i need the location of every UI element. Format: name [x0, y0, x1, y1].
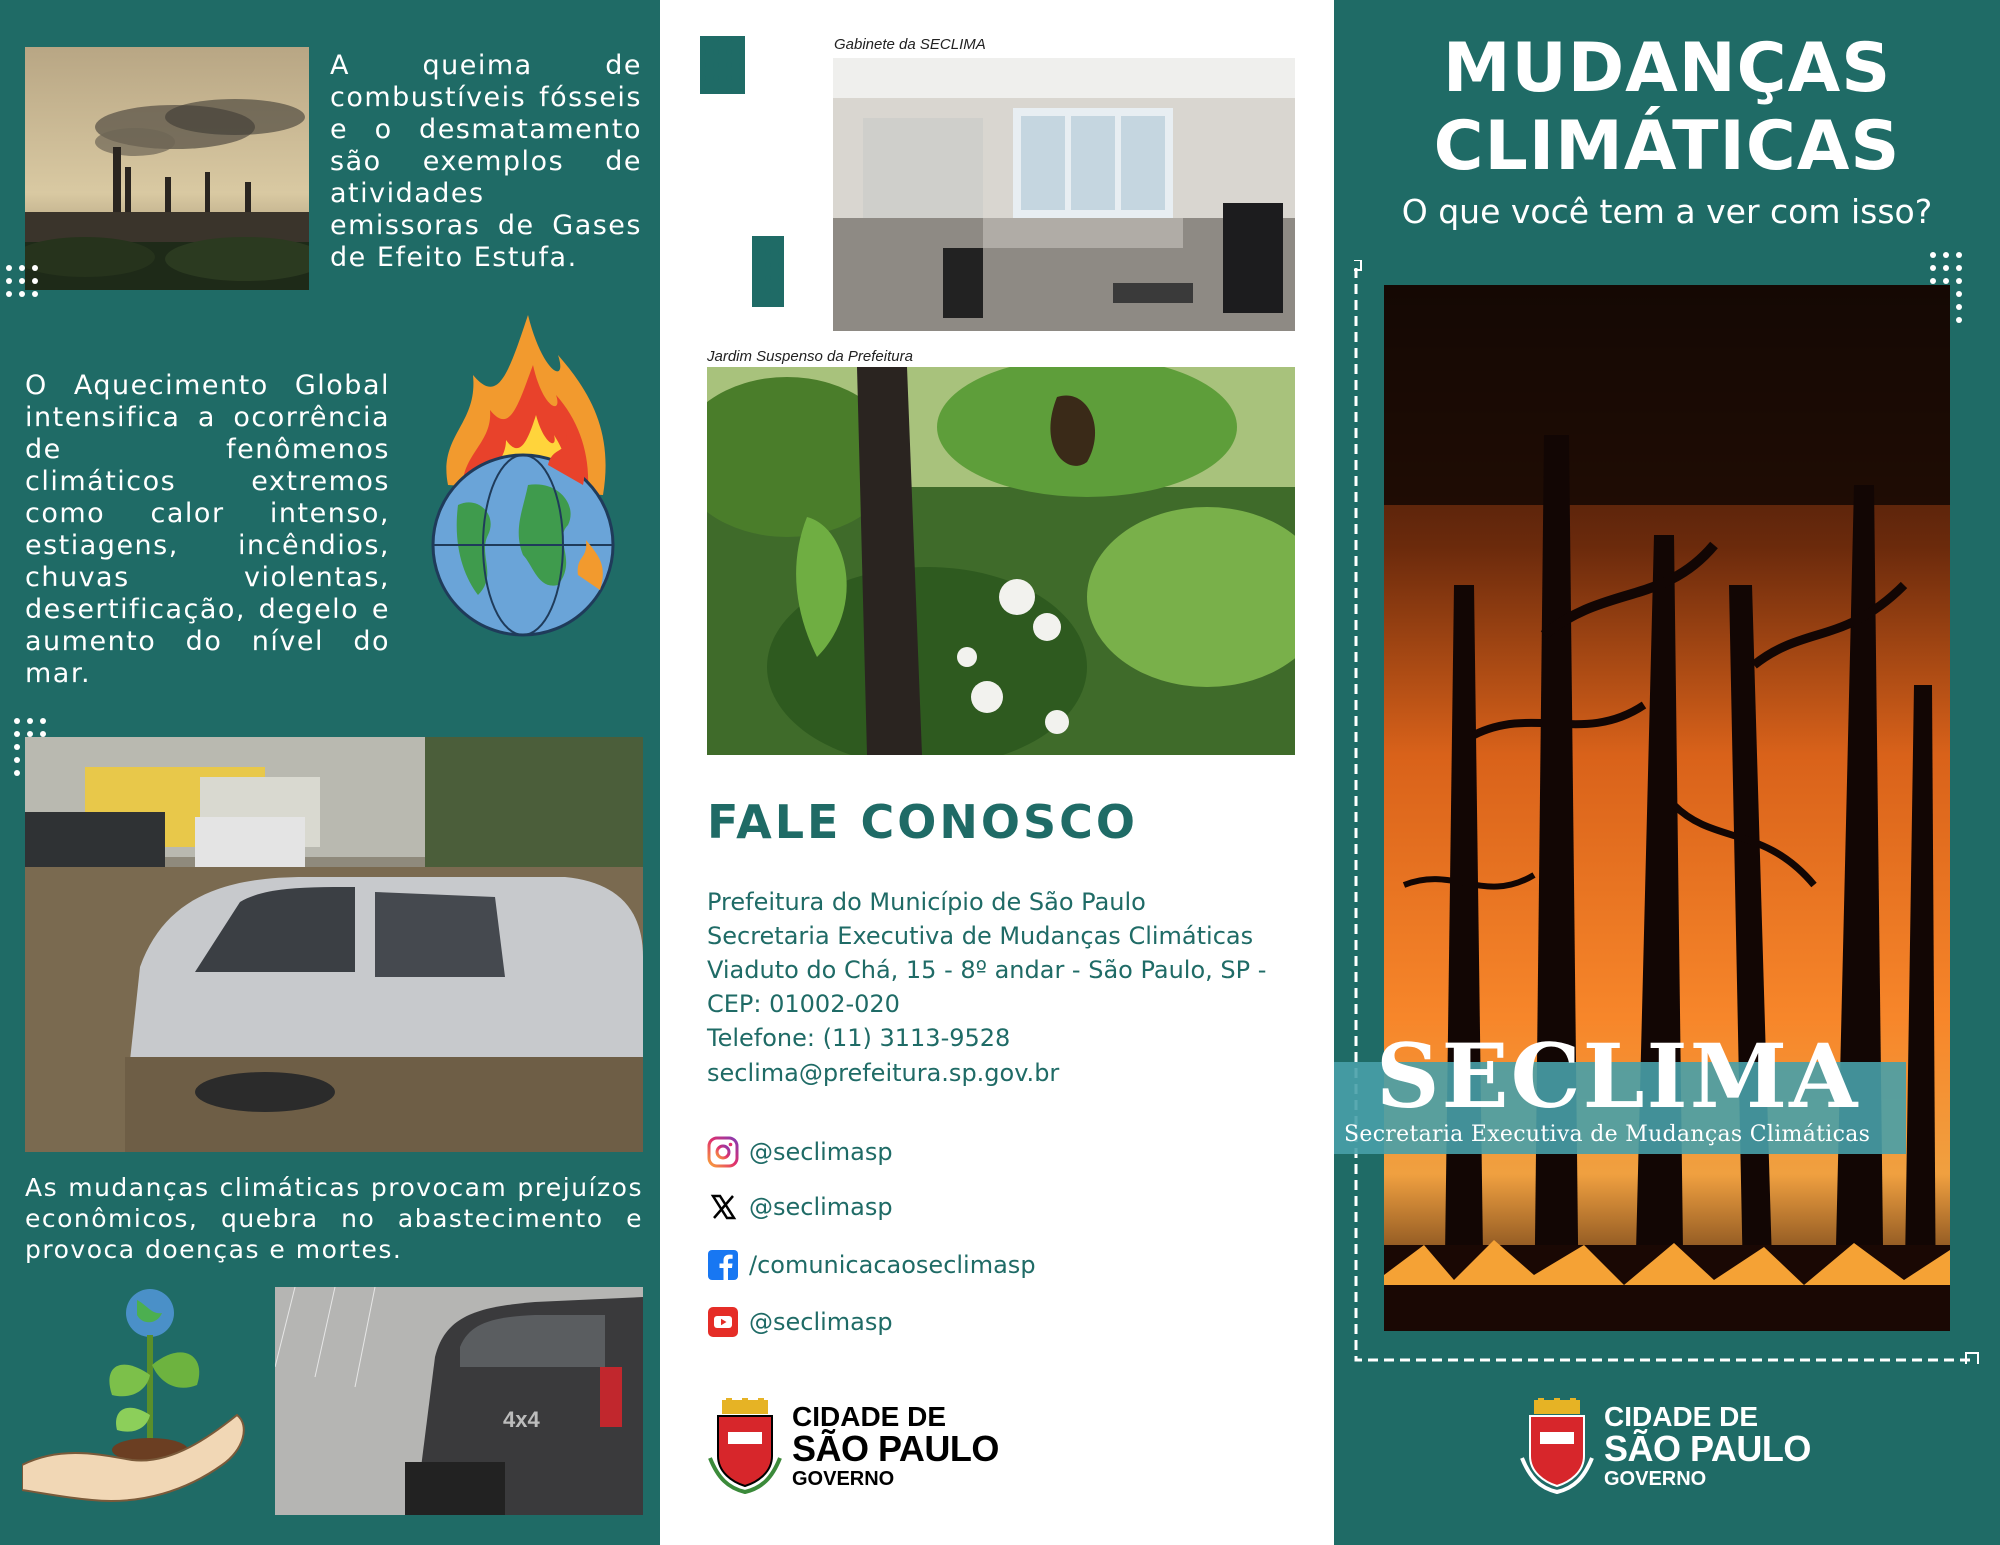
- global-warming-text: O Aquecimento Global intensifica a ocorrência de fenômenos climáticos extremos como calor intenso, estiagens, incêndios, chuvas violentas, desertificação, degelo e aumento do nível do mar.: [25, 370, 390, 689]
- contact-line-address: Viaduto do Chá, 15 - 8º andar - São Paulo, SP -: [707, 956, 1267, 984]
- coat-of-arms-icon: [1520, 1398, 1594, 1494]
- x-icon: [707, 1191, 739, 1223]
- instagram-handle: @seclimasp: [749, 1138, 893, 1166]
- flooded-street-photo: [25, 737, 643, 1152]
- plant-in-hand-icon: [22, 1285, 247, 1515]
- contact-line-secretaria: Secretaria Executiva de Mudanças Climáticas: [707, 922, 1254, 950]
- youtube-handle: @seclimasp: [749, 1308, 893, 1336]
- facebook-icon: [707, 1249, 739, 1281]
- social-instagram[interactable]: [707, 1135, 893, 1169]
- burning-globe-icon: [418, 315, 628, 645]
- garden-photo: [707, 367, 1295, 755]
- decorative-dots: [6, 265, 38, 297]
- city-logo-text: [1604, 1403, 1811, 1489]
- logo-line2: SÃO PAULO: [792, 1428, 999, 1469]
- contact-title: FALE CONOSCO: [707, 795, 1138, 849]
- contact-line-phone[interactable]: Telefone: (11) 3113-9528: [707, 1024, 1011, 1052]
- social-youtube[interactable]: [707, 1305, 893, 1339]
- garden-caption: Jardim Suspenso da Prefeitura: [707, 348, 913, 365]
- forest-fire-photo: [1384, 285, 1950, 1331]
- city-logo-middle: [708, 1398, 999, 1494]
- instagram-icon: [707, 1136, 739, 1168]
- contact-line-email[interactable]: seclima@prefeitura.sp.gov.br: [707, 1059, 1060, 1087]
- logo-line3: GOVERNO: [792, 1468, 895, 1490]
- logo-line2: SÃO PAULO: [1604, 1428, 1811, 1469]
- city-logo-right: [1520, 1398, 1811, 1494]
- facebook-handle: /comunicacaoseclimasp: [749, 1251, 1036, 1279]
- logo-line1: CIDADE DE: [792, 1401, 947, 1432]
- seclima-wordmark: SECLIMA: [1376, 1024, 1860, 1128]
- subtitle: O que você tem a ver com isso?: [1401, 192, 1933, 231]
- factory-smoke-photo: [25, 47, 309, 290]
- youtube-icon: [707, 1306, 739, 1338]
- decorative-dots: [700, 36, 745, 94]
- x-handle: @seclimasp: [749, 1193, 893, 1221]
- climate-damage-text: As mudanças climáticas provocam prejuízos econômicos, quebra no abastecimento e provoca doenças e mortes.: [25, 1173, 643, 1264]
- coat-of-arms-icon: [708, 1398, 782, 1494]
- city-logo-text: [792, 1403, 999, 1489]
- logo-line3: GOVERNO: [1604, 1468, 1707, 1490]
- social-facebook[interactable]: [707, 1248, 1036, 1282]
- fossil-fuel-text: A queima de combustíveis fósseis e o desmatamento são exemplos de atividades emissoras de Gases de Efeito Estufa.: [330, 50, 642, 273]
- logo-line1: CIDADE DE: [1604, 1401, 1759, 1432]
- contact-line-cep: CEP: 01002-020: [707, 990, 900, 1018]
- social-x[interactable]: [707, 1190, 893, 1224]
- truck-badge: 4x4: [503, 1407, 540, 1432]
- contact-line-prefeitura: Prefeitura do Município de São Paulo: [707, 888, 1146, 916]
- truck-in-rain-photo: [275, 1287, 643, 1515]
- office-caption: Gabinete da SECLIMA: [834, 36, 986, 53]
- title-line1: MUDANÇAS: [1442, 29, 1892, 108]
- office-photo: [833, 58, 1295, 331]
- decorative-dots: [752, 236, 784, 307]
- main-title: [1334, 30, 2000, 186]
- seclima-fullname: Secretaria Executiva de Mudanças Climáticas: [1344, 1122, 1871, 1147]
- title-line2: CLIMÁTICAS: [1433, 107, 1901, 186]
